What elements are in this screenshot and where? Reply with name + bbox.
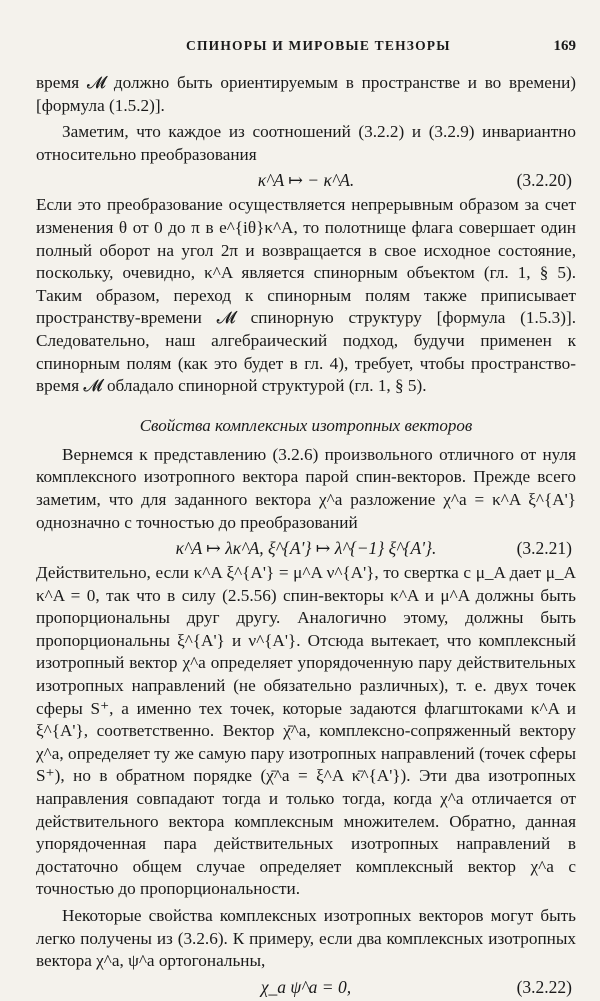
paragraph-4: Вернемся к представлению (3.2.6) произвольного отличного от нуля комплексного изотропного вектора парой спин-векторов. Прежде всего заметим, что для заданного вектора χ^a разложение χ^a = κ^A ξ^{A'} однозначно с точностью до преобразований	[36, 444, 576, 532]
paragraph-2: Заметим, что каждое из соотношений (3.2.2) и (3.2.9) инвариантно относительно преобразования	[36, 122, 576, 164]
equation-formula: χ_a ψ^a = 0,	[260, 976, 352, 997]
page-body	[36, 72, 576, 1001]
paragraph-5: Действительно, если κ^A ξ^{A'} = μ^A ν^{A'}, то свертка с μ_A дает μ_A κ^A = 0, так что в силу (2.5.56) спин-векторы κ^A и μ^A должны быть пропорциональны друг другу. Аналогично этому, должны быть пропорциональны ξ^{A'} и ν^{A'}. Отсюда вытекает, что комплексный изотропный вектор χ^a определяет упорядоченную пару действительных изотропных направлений (не обязательно различных), т. е. двух точек сферы S⁺, а именно тех точек, которые задаются флагштоками κ^A и ξ^{A'}, соответственно. Вектор χ̄^a, комплексно-сопряженный вектору χ^a, определяет ту же самую пару изотропных направлений (точек сферы S⁺), но в обратном порядке (χ̄^a = ξ^A κ̄^{A'}). Эти два изотропных направления совпадают тогда и только тогда, когда χ^a отличается от действительного вектора комплексным множителем. Обратно, данная упорядоченная пара действительных изотропных направлений в достаточно общем случае определяет комплексный вектор χ^a с точностью до пропорциональности.	[36, 563, 576, 899]
equation-formula: κ^A ↦ − κ^A.	[257, 170, 355, 191]
equation-3-2-21	[36, 534, 576, 562]
equation-number: (3.2.20)	[516, 170, 572, 191]
equation-3-2-20	[36, 166, 576, 194]
equation-3-2-22	[36, 973, 576, 1001]
paragraph-1: время 𝓜 должно быть ориентируемым в пространстве и во времени) [формула (1.5.2)].	[36, 73, 576, 115]
equation-formula: κ^A ↦ λκ^A, ξ^{A'} ↦ λ^{−1} ξ^{A'}.	[175, 538, 437, 559]
paragraph-6: Некоторые свойства комплексных изотропных векторов могут быть легко получены из (3.2.6). К примеру, если два комплексных изотропных вектора χ^a, ψ^a ортогональны,	[36, 906, 576, 971]
equation-number: (3.2.21)	[516, 538, 572, 559]
paragraph-3: Если это преобразование осуществляется непрерывным образом за счет изменения θ от 0 до π в e^{iθ}κ^A, то полотнище флага совершает один полный оборот на угол 2π и возвращается в свое исходное состояние, поскольку, очевидно, κ^A является спинорным объектом (гл. 1, § 5). Таким образом, переход к спинорным полям также приписывает пространству-времени 𝓜 спинорную структуру [формула (1.5.3)]. Следовательно, наш алгебраический подход, будучи применен к спинорным полям (как это будет в гл. 4), требует, чтобы пространство-время 𝓜 обладало спинорной структурой (гл. 1, § 5).	[36, 195, 576, 396]
running-title: СПИНОРЫ И МИРОВЫЕ ТЕНЗОРЫ	[186, 38, 451, 53]
page-number: 169	[553, 38, 576, 54]
page-header	[36, 38, 576, 58]
equation-number: (3.2.22)	[516, 976, 572, 997]
section-heading: Свойства комплексных изотропных векторов	[139, 415, 473, 435]
